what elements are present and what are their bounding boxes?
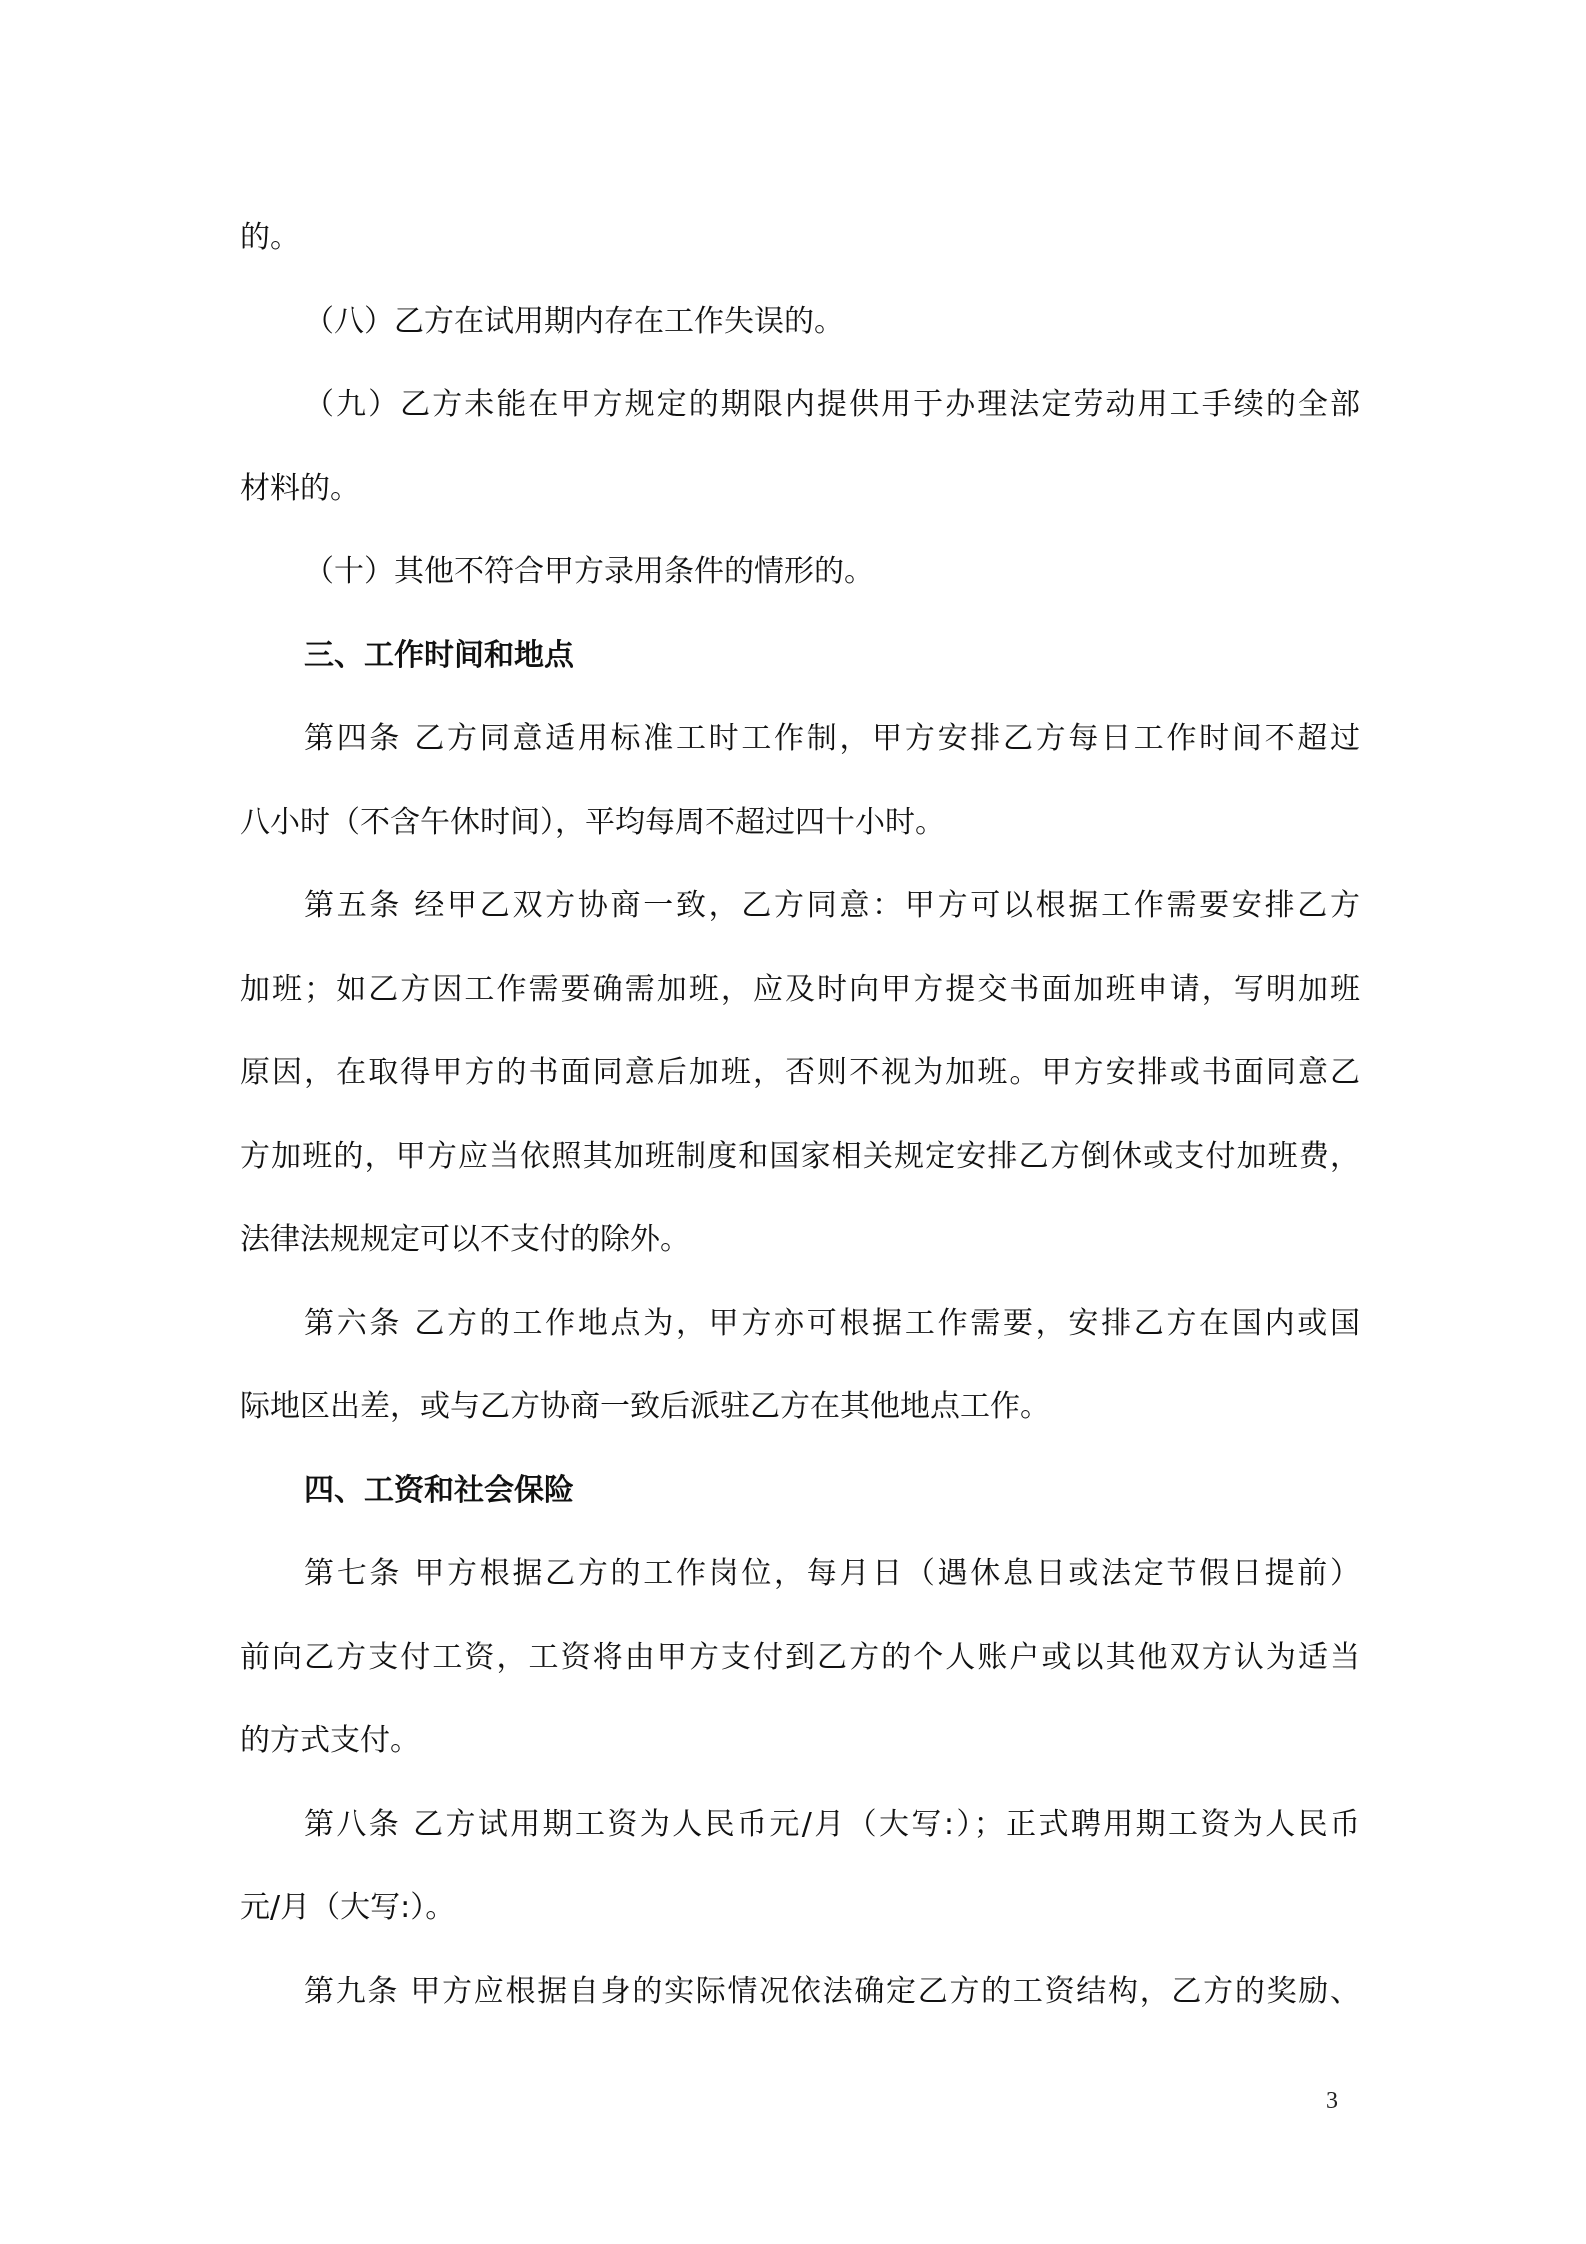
text-line-2: （八）乙方在试用期内存在工作失误的。 [304,303,844,339]
text-line-12: 方加班的，甲方应当依照其加班制度和国家相关规定安排乙方倒休或支付加班费， [240,1138,1360,1174]
text-line-21: 元/月（大写:）。 [240,1890,456,1925]
text-line-15: 际地区出差，或与乙方协商一致后派驻乙方在其他地点工作。 [240,1389,1050,1424]
page-number: 3 [1326,2088,1338,2114]
text-line-20: 第八条 乙方试用期工资为人民币元/月（大写:）；正式聘用期工资为人民币 [304,1806,1360,1842]
text-line-9: 第五条 经甲乙双方协商一致，乙方同意：甲方可以根据工作需要安排乙方 [304,888,1360,923]
section-heading-3: 三、工作时间和地点 [304,637,574,673]
document-body [240,196,1360,2033]
text-line-14: 第六条 乙方的工作地点为，甲方亦可根据工作需要，安排乙方在国内或国 [304,1305,1360,1341]
text-line-13: 法律法规规定可以不支付的除外。 [240,1222,690,1257]
text-line-10: 加班；如乙方因工作需要确需加班，应及时向甲方提交书面加班申请，写明加班 [240,971,1360,1007]
text-line-3: （九）乙方未能在甲方规定的期限内提供用于办理法定劳动用工手续的全部 [304,387,1360,422]
text-line-7: 第四条 乙方同意适用标准工时工作制，甲方安排乙方每日工作时间不超过 [304,721,1360,756]
text-line-22: 第九条 甲方应根据自身的实际情况依法确定乙方的工资结构，乙方的奖励、 [304,1973,1360,2009]
text-line-19: 的方式支付。 [240,1723,420,1758]
text-line-4: 材料的。 [240,470,360,506]
text-line-5: （十）其他不符合甲方录用条件的情形的。 [304,554,874,589]
text-line-8: 八小时（不含午休时间），平均每周不超过四十小时。 [240,804,945,840]
section-heading-4: 四、工资和社会保险 [304,1472,574,1508]
text-line-18: 前向乙方支付工资，工资将由甲方支付到乙方的个人账户或以其他双方认为适当 [240,1639,1360,1675]
text-line-1: 的。 [240,220,300,255]
text-line-17: 第七条 甲方根据乙方的工作岗位，每月日（遇休息日或法定节假日提前） [304,1556,1360,1591]
text-line-11: 原因，在取得甲方的书面同意后加班，否则不视为加班。甲方安排或书面同意乙 [240,1055,1360,1090]
